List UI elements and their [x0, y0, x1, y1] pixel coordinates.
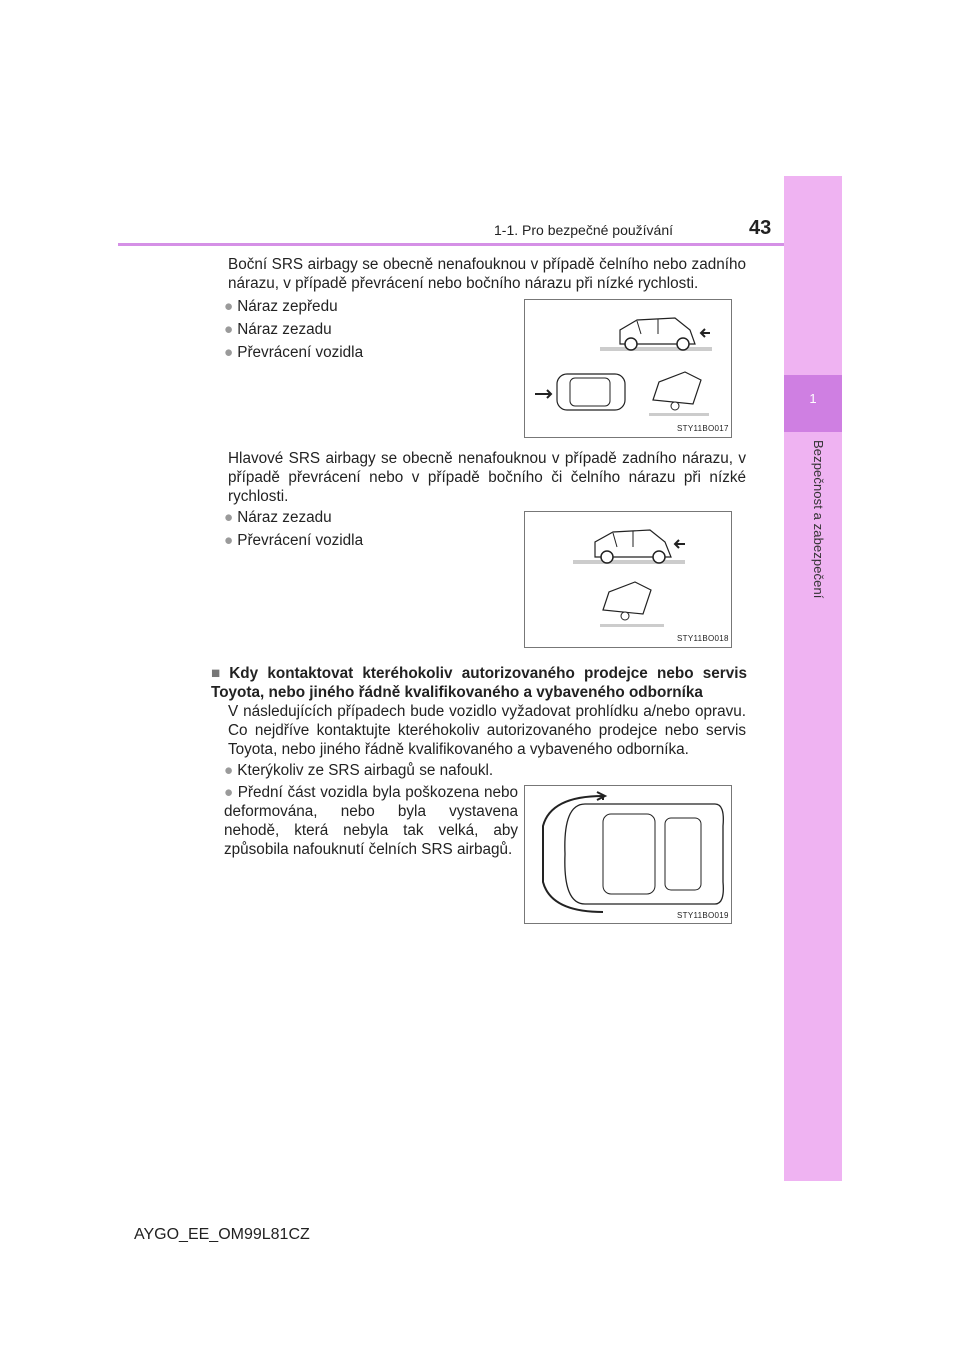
- bullet-icon: ●: [224, 321, 234, 338]
- contact-text: V následujících případech bude vozidlo vyžadovat prohlídku a/nebo opravu. Co nejdříve kontaktujte kteréhokoliv autorizovaného prodejce nebo servis Toyota, nebo jiného řádně kvalifikovaného a vybaveného odborníka.: [228, 703, 746, 758]
- bullet-icon: ●: [224, 344, 234, 361]
- bullet-icon: ●: [224, 509, 234, 526]
- figure-side-airbag-cases: [524, 299, 732, 438]
- bullet-icon: ●: [224, 784, 234, 801]
- bullet-icon: ●: [224, 762, 234, 779]
- bullet-icon: ●: [224, 532, 234, 549]
- figure-front-damage: [524, 785, 732, 924]
- document-code: AYGO_EE_OM99L81CZ: [134, 1226, 310, 1243]
- chapter-number: 1: [809, 391, 817, 406]
- car-illustration: [525, 300, 731, 437]
- section-title: 1-1. Pro bezpečné používání: [494, 222, 674, 238]
- section-marker-icon: ■: [211, 665, 226, 682]
- car-illustration: [525, 512, 731, 647]
- side-airbags-intro: Boční SRS airbagy se obecně nenafouknou v případě čelního nebo zadního nárazu, v případě převrácení nebo bočního nárazu při nízké rychlosti.: [228, 256, 746, 292]
- chapter-side-tab: [784, 176, 842, 1181]
- bullet-icon: ●: [224, 298, 234, 315]
- list-item: ● Náraz zezadu: [224, 321, 332, 338]
- page-number: 43: [749, 217, 772, 239]
- figure-code: STY11BO017: [677, 424, 729, 433]
- list-item: ● Náraz zepředu: [224, 298, 338, 315]
- list-item: ● Kterýkoliv ze SRS airbagů se nafoukl.: [224, 762, 494, 779]
- header-rule: [118, 243, 784, 246]
- figure-curtain-airbag-cases: [524, 511, 732, 648]
- chapter-title: Bezpečnost a zabezpečení: [811, 440, 826, 599]
- list-item: ● Náraz zezadu: [224, 509, 332, 526]
- list-item: ● Převrácení vozidla: [224, 532, 364, 549]
- list-item: ● Převrácení vozidla: [224, 344, 364, 361]
- figure-code: STY11BO018: [677, 634, 729, 643]
- curtain-airbags-intro: Hlavové SRS airbagy se obecně nenafouknou v případě zadního nárazu, v případě převrácení nebo v případě bočního či čelního nárazu při nízké rychlosti.: [228, 450, 746, 505]
- car-illustration: [525, 786, 731, 923]
- figure-code: STY11BO019: [677, 911, 729, 920]
- list-item: ● Přední část vozidla byla poškozena nebo deformována, nebo byla vystavena nehodě, která nebyla tak velká, aby způsobila nafouknutí čelních SRS airbagů.: [224, 784, 518, 858]
- contact-heading: ■ Kdy kontaktovat kteréhokoliv autorizovaného prodejce nebo servis Toyota, nebo jiného řádně kvalifikovaného a vybaveného odborníka: [211, 665, 747, 701]
